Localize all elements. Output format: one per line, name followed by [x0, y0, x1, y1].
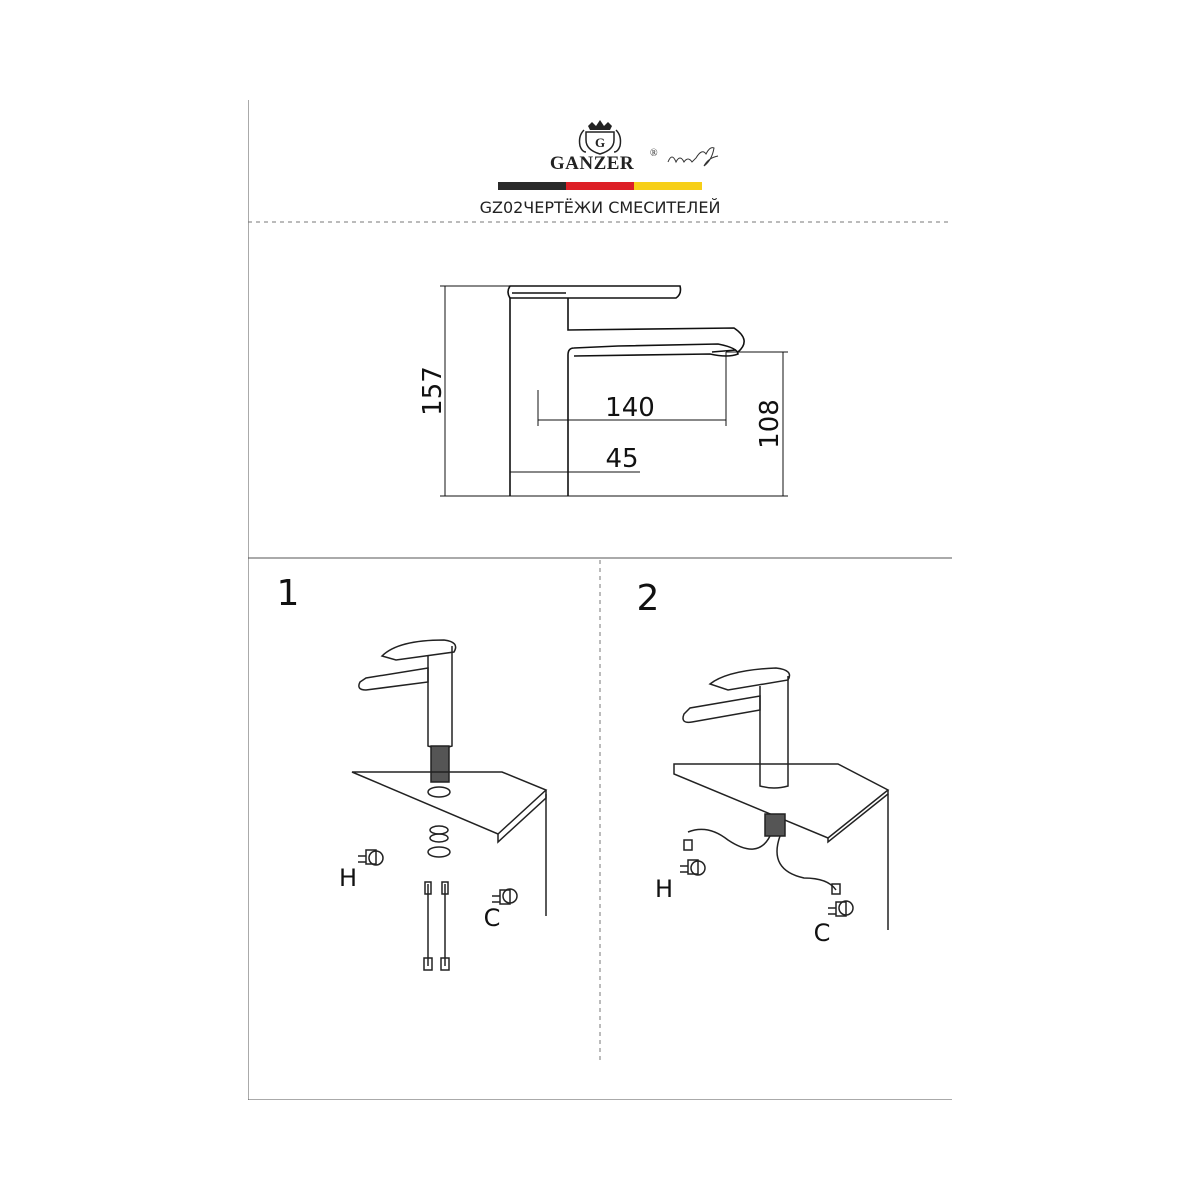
step-1-nut: [428, 847, 450, 857]
step-2-connector: [765, 814, 785, 836]
step-2-cold-hose: [777, 836, 836, 890]
crest-icon: [580, 120, 621, 154]
step-1-washer: [430, 826, 448, 834]
flag-stripe-red: [566, 182, 634, 190]
drawing-canvas: [248, 100, 952, 1100]
step-1-number: 1: [276, 573, 300, 614]
step-2-body: [760, 676, 788, 788]
step-1-hot-label: H: [338, 864, 358, 892]
dimension-spout-reach: 140: [605, 393, 655, 423]
step-2-hot-label: H: [654, 875, 674, 903]
step-1-thread-stud: [431, 746, 449, 782]
logo-monogram: G: [594, 135, 606, 150]
dimension-base-diameter: 45: [605, 444, 639, 474]
step-1-illustration: [352, 640, 546, 970]
signature-icon: [668, 148, 718, 166]
step-1-handle: [382, 640, 456, 660]
step-1-counter-edge: [498, 790, 546, 842]
dimension-spout-height: 108: [755, 399, 785, 449]
flag-stripe-black: [498, 182, 566, 190]
step-2-cold-label: C: [813, 919, 831, 947]
brand-logo: [550, 120, 718, 174]
step-2-number: 2: [636, 578, 660, 619]
step-2-cold-valve-icon: [828, 884, 853, 916]
step-1-cold-label: C: [483, 904, 501, 932]
step-2-spout: [683, 696, 760, 722]
step-2-hot-valve-icon: [680, 840, 705, 875]
flag-stripe-yellow: [634, 182, 702, 190]
step-1-cold-valve-icon: [492, 889, 517, 904]
faucet-handle: [508, 286, 681, 298]
drawing-sheet: [248, 100, 952, 1100]
step-1-hot-valve-icon: [358, 850, 383, 865]
brand-name: GANZER: [549, 153, 635, 174]
step-1-spout: [359, 668, 428, 690]
drawing-subtitle: GZ02ЧЕРТЁЖИ СМЕСИТЕЛЕЙ: [479, 198, 721, 217]
step-2-illustration: [674, 668, 888, 930]
registered-mark: ®: [650, 148, 658, 159]
step-1-mount-hole: [428, 787, 450, 797]
dimension-height-total: 157: [418, 366, 448, 416]
step-1-washer-2: [430, 834, 448, 842]
step-2-handle: [710, 668, 790, 690]
step-2-hot-hose: [688, 829, 770, 849]
step-1-body: [428, 646, 452, 748]
